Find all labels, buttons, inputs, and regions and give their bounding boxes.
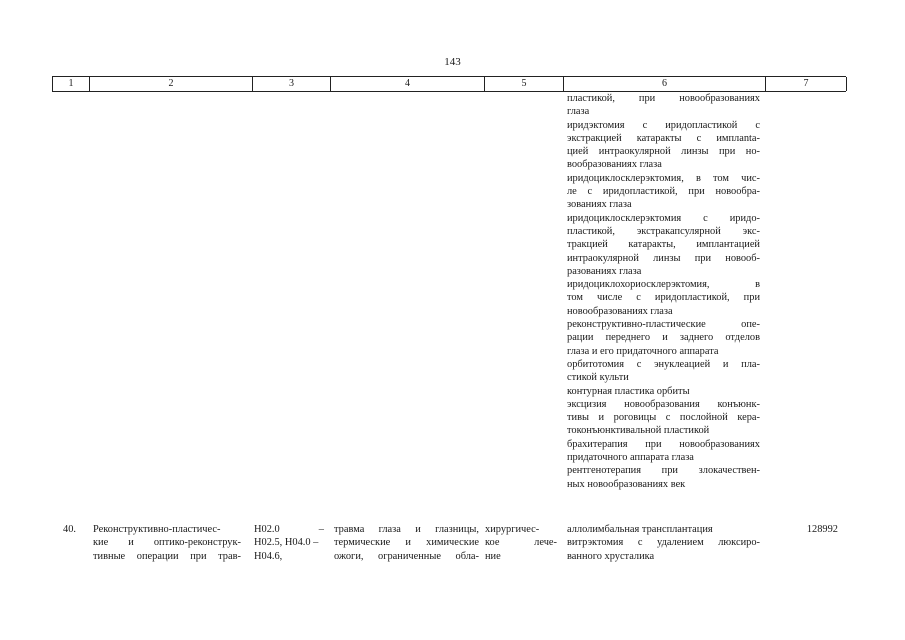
text-line: разованиях глаза <box>567 265 642 277</box>
column-header-6: 6 <box>563 77 765 91</box>
text-line: вообразованиях глаза <box>567 159 662 171</box>
text-line: рации переднего и заднего отделов <box>567 332 760 344</box>
text-line: иридоциклосклерэктомия, в том чис- <box>567 172 760 184</box>
text-line: эксцизия новообразования конъюнк- <box>567 398 760 410</box>
treatment-type-cell <box>485 523 557 563</box>
text-line: рентгенотерапия при злокачествен- <box>567 465 760 477</box>
disease-model-cell <box>334 523 479 563</box>
text-line: Реконструктивно-пластичес- <box>93 524 221 535</box>
text-line: H02.5, H04.0 – <box>254 537 319 549</box>
text-line: кие и оптико-реконструк- <box>93 537 241 549</box>
text-line: токонъюнктивальной пластикой <box>567 425 710 437</box>
text-line: пластикой, экстракапсулярной экс- <box>567 225 760 237</box>
continuation-methods-cell <box>567 92 760 491</box>
text-line: H04.6, <box>254 550 283 562</box>
text-line: реконструктивно-пластические опе- <box>567 319 760 331</box>
procedure-name-cell <box>93 523 241 563</box>
text-line: тракцией катаракты, имплантацией <box>567 239 760 251</box>
column-header-7: 7 <box>765 77 847 91</box>
text-line: хирургичес- <box>485 524 540 535</box>
text-line: витрэктомия с удалением люксиро- <box>567 537 760 549</box>
table-header-row <box>52 76 846 92</box>
text-line: интраокулярной линзы при новооб- <box>567 252 760 264</box>
text-line: H02.0 – <box>254 524 324 535</box>
row-number: 40. <box>63 524 76 535</box>
text-line: экстракцией катаракты с имплanta- <box>567 132 760 144</box>
icd-codes-cell <box>254 523 324 563</box>
column-header-5: 5 <box>484 77 563 91</box>
text-line: аллолимбальная трансплантация <box>567 524 713 535</box>
text-line: ожоги, ограниченные обла- <box>334 550 479 562</box>
text-line: травма глаза и глазницы, <box>334 524 479 535</box>
column-header-3: 3 <box>252 77 330 91</box>
text-line: ванного хрусталика <box>567 550 655 562</box>
page-number: 143 <box>444 56 461 68</box>
text-line: брахитерапия при новообразованиях <box>567 438 760 450</box>
text-line: ле с иридопластикой, при новообра- <box>567 186 760 198</box>
text-line: цией интраокулярной линзы при но- <box>567 146 760 158</box>
text-line: ние <box>485 550 501 562</box>
treatment-method-cell <box>567 523 760 563</box>
column-header-1: 1 <box>52 77 89 91</box>
text-line: том числе с иридопластикой, при <box>567 292 760 304</box>
text-line: глаза и его придаточного аппарата <box>567 345 719 357</box>
text-line: тивы и роговицы с послойной кера- <box>567 412 760 424</box>
text-line: зованиях глаза <box>567 199 632 211</box>
column-header-2: 2 <box>89 77 252 91</box>
text-line: придаточного аппарата глаза <box>567 452 694 464</box>
text-line: тивные операции при трав- <box>93 550 241 562</box>
cost-value: 128992 <box>806 524 838 535</box>
text-line: кое лече- <box>485 537 557 549</box>
text-line: новообразованиях глаза <box>567 305 673 317</box>
text-line: иридоциклосклерэктомия с иридо- <box>567 212 760 224</box>
text-line: иридэктомия с иридопластикой с <box>567 119 760 131</box>
text-line: глаза <box>567 106 590 118</box>
text-line: орбитотомия с энуклеацией и пла- <box>567 358 760 370</box>
text-line: контурная пластика орбиты <box>567 385 690 397</box>
text-line: термические и химические <box>334 537 479 549</box>
column-header-4: 4 <box>330 77 484 91</box>
text-line: стикой культи <box>567 372 629 384</box>
text-line: пластикой, при новообразованиях <box>567 93 760 104</box>
text-line: иридоциклохориосклерэктомия, в <box>567 279 760 291</box>
text-line: ных новообразованиях век <box>567 478 686 490</box>
